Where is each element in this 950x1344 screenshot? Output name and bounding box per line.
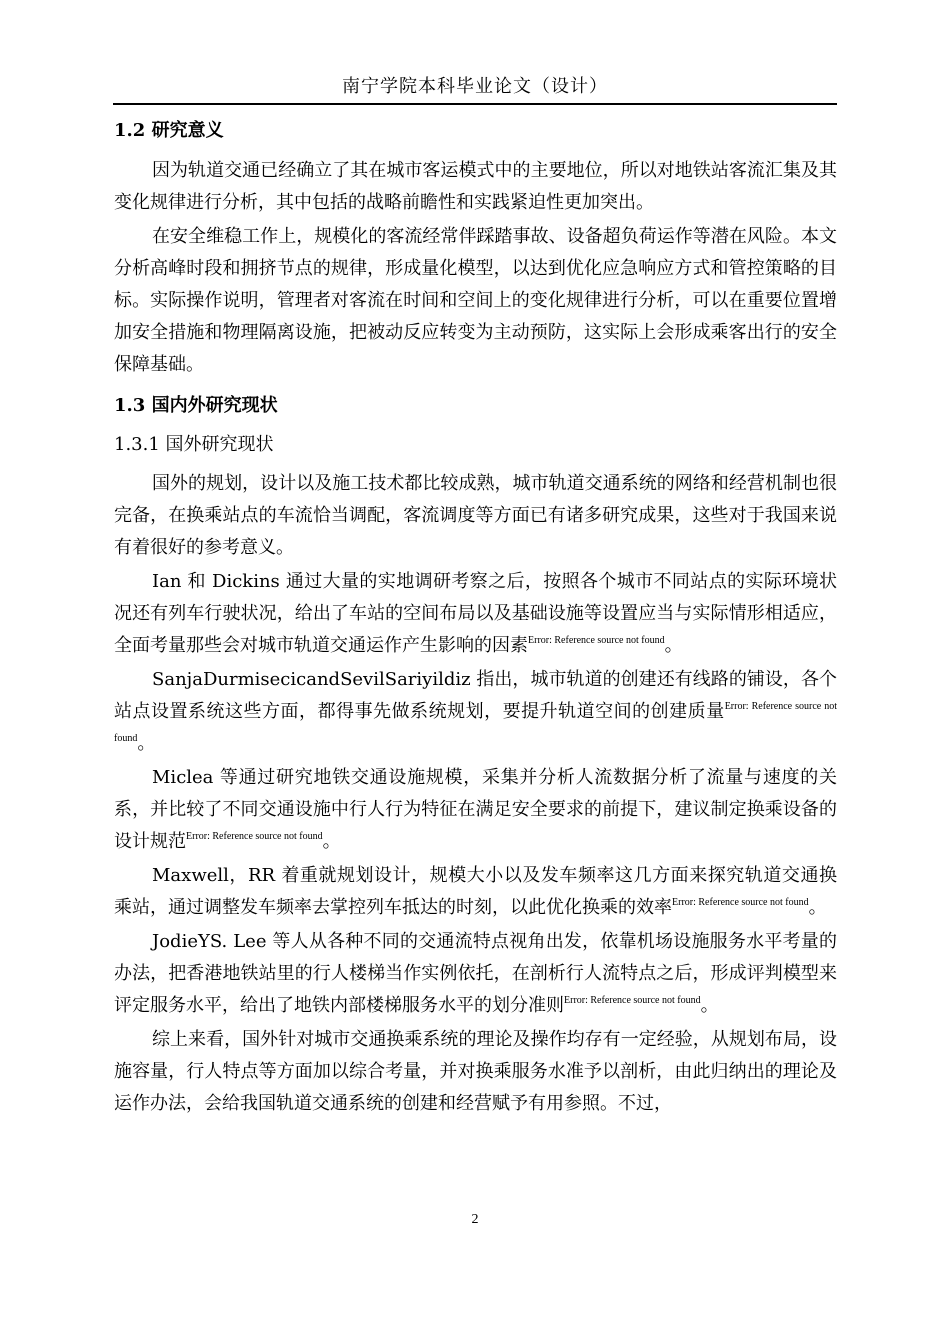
period: 。 <box>700 995 719 1016</box>
citation-error: Error: Reference source not found <box>564 995 701 1006</box>
paragraph-text: Maxwell，RR 着重就规划设计，规模大小以及发车频率这几方面来探究轨道交通换乘站，通过调整发车频率去掌控列车抵达的时刻，以此优化换乘的效率 <box>114 865 837 918</box>
paragraph-with-citation <box>114 566 837 662</box>
paragraph-with-citation <box>114 860 837 924</box>
paragraph: 在安全维稳工作上，规模化的客流经常伴踩踏事故、设备超负荷运作等潜在风险。本文分析高峰时段和拥挤节点的规律，形成量化模型，以达到优化应急响应方式和管控策略的目标。实际操作说明，管理者对客流在时间和空间上的变化规律进行分析，可以在重要位置增加安全措施和物理隔离设施，把被动反应转变为主动预防，这实际上会形成乘客出行的安全保障基础。 <box>114 226 837 375</box>
citation-error: Error: Reference source not found <box>672 897 809 908</box>
period: 。 <box>137 733 156 754</box>
paragraph-with-citation <box>114 926 837 1022</box>
citation-error: Error: Reference source not found <box>528 635 665 646</box>
period: 。 <box>322 831 341 852</box>
page-body <box>114 116 837 1122</box>
period: 。 <box>664 635 683 656</box>
paragraph-text: JodieYS. Lee 等人从各种不同的交通流特点视角出发，依靠机场设施服务水平考量的办法，把香港地铁站里的行人楼梯当作实例依托，在剖析行人流特点之后，形成评判模型来评定服务水平，给出了地铁内部楼梯服务水平的划分准则 <box>114 931 837 1016</box>
section-heading-1-3: 1.3 国内外研究现状 <box>114 395 278 416</box>
paragraph-with-citation <box>114 664 837 760</box>
page-header: 南宁学院本科毕业论文（设计） <box>113 76 837 105</box>
paragraph: 国外的规划，设计以及施工技术都比较成熟，城市轨道交通系统的网络和经营机制也很完备，在换乘站点的车流恰当调配，客流调度等方面已有诸多研究成果，这些对于我国来说有着很好的参考意义。 <box>114 473 837 558</box>
paragraph-text: Miclea 等通过研究地铁交通设施规模，采集并分析人流数据分析了流量与速度的关系，并比较了不同交通设施中行人行为特征在满足安全要求的前提下，建议制定换乘设备的设计规范 <box>114 767 837 852</box>
paragraph: 因为轨道交通已经确立了其在城市客运模式中的主要地位，所以对地铁站客流汇集及其变化规律进行分析，其中包括的战略前瞻性和实践紧迫性更加突出。 <box>114 160 837 213</box>
section-heading-1-2: 1.2 研究意义 <box>114 120 224 141</box>
subsection-heading-1-3-1: 1.3.1 国外研究现状 <box>114 434 274 455</box>
paragraph-text: SanjaDurmisecicandSevilSariyildiz 指出，城市轨道的创建还有线路的铺设，各个站点设置系统这些方面，都得事先做系统规划，要提升轨道空间的创建质量 <box>114 669 837 722</box>
period: 。 <box>808 897 827 918</box>
paragraph-with-citation <box>114 762 837 858</box>
paragraph-text: Ian 和 Dickins 通过大量的实地调研考察之后，按照各个城市不同站点的实际环境状况还有列车行驶状况，给出了车站的空间布局以及基础设施等设置应当与实际情形相适应，全面考量那些会对城市轨道交通运作产生影响的因素 <box>114 571 837 656</box>
paragraph: 综上来看，国外针对城市交通换乘系统的理论及操作均存有一定经验，从规划布局，设施容量，行人特点等方面加以综合考量，并对换乘服务水准予以剖析，由此归纳出的理论及运作办法，会给我国轨道交通系统的创建和经营赋予有用参照。不过， <box>114 1029 837 1114</box>
citation-error: Error: Reference source not found <box>186 831 323 842</box>
page-number: 2 <box>471 1212 479 1227</box>
citation-error: Error: Reference source not found <box>114 701 837 744</box>
